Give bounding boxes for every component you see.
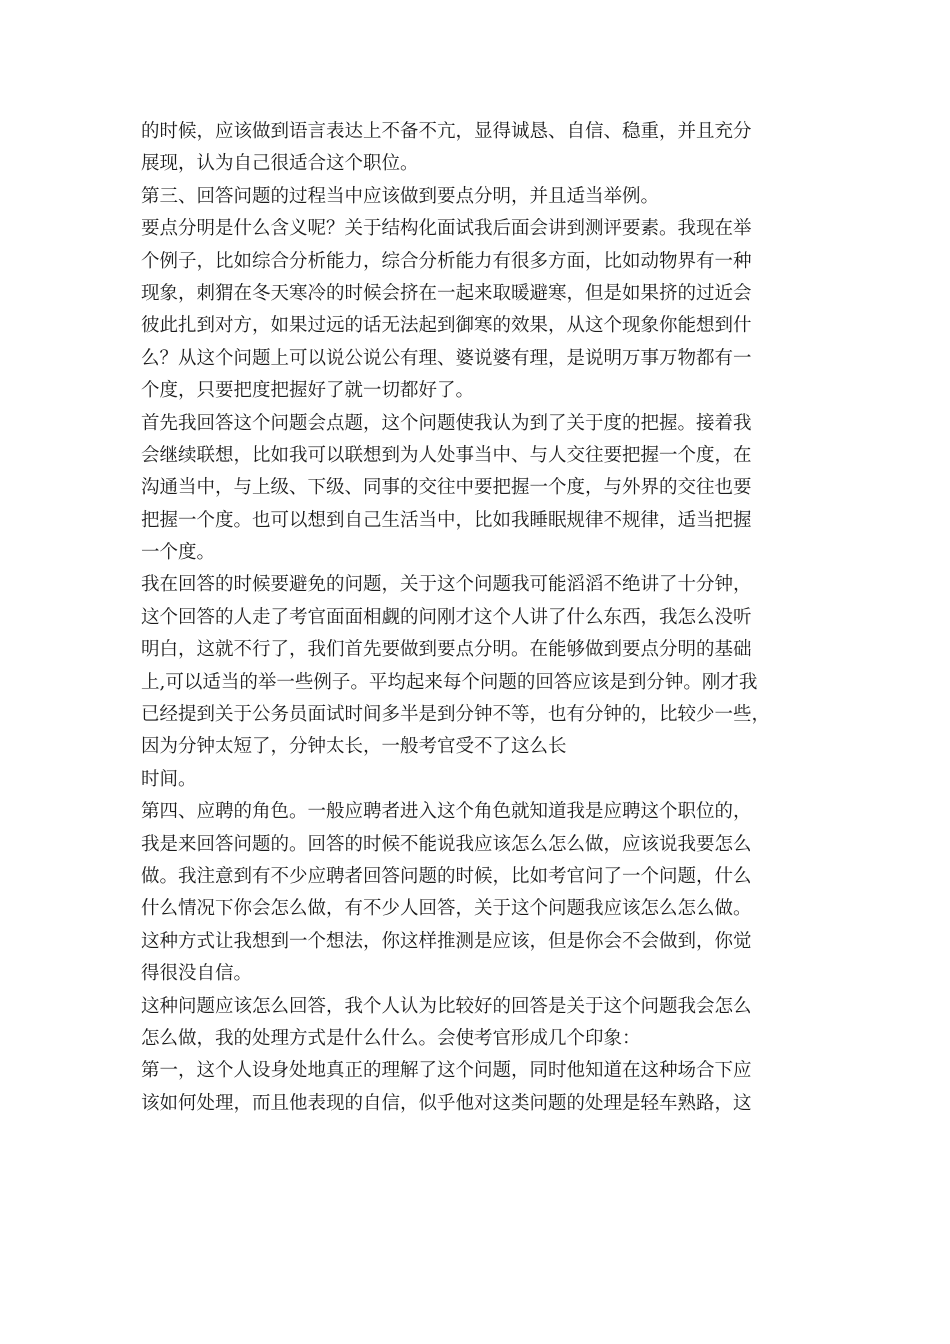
- text-line: 彼此扎到对方，如果过远的话无法起到御寒的效果，从这个现象你能想到什: [141, 315, 752, 337]
- text-line: 做。我注意到有不少应聘者回答问题的时候，比如考官问了一个问题，什么: [141, 865, 752, 887]
- text-line: 我在回答的时候要避免的问题，关于这个问题我可能滔滔不绝讲了十分钟，: [141, 574, 752, 596]
- text-line: 第一，这个人设身处地真正的理解了这个问题，同时他知道在这种场合下应: [141, 1060, 752, 1082]
- text-line: 展现，认为自己很适合这个职位。: [141, 153, 419, 175]
- text-line: 什么情况下你会怎么做，有不少人回答，关于这个问题我应该怎么怎么做。: [141, 898, 752, 920]
- text-line: 怎么做，我的处理方式是什么什么。会使考官形成几个印象：: [141, 1027, 641, 1049]
- text-line: 沟通当中，与上级、下级、同事的交往中要把握一个度，与外界的交往也要: [141, 477, 752, 499]
- text-line: 这种问题应该怎么回答，我个人认为比较好的回答是关于这个问题我会怎么: [141, 995, 752, 1017]
- text-line: 一个度。: [141, 542, 216, 564]
- text-line: 这种方式让我想到一个想法，你这样推测是应该，但是你会不会做到，你觉: [141, 930, 752, 952]
- text-line: 么？从这个问题上可以说公说公有理、婆说婆有理，是说明万事万物都有一: [141, 347, 752, 369]
- text-line: 个度，只要把度把握好了就一切都好了。: [141, 380, 475, 402]
- text-line: 我是来回答问题的。回答的时候不能说我应该怎么怎么做，应该说我要怎么: [141, 833, 752, 855]
- text-line: 得很没自信。: [141, 963, 253, 985]
- text-line: 明白，这就不行了，我们首先要做到要点分明。在能够做到要点分明的基础: [141, 639, 752, 661]
- text-line: 的时候，应该做到语言表达上不备不亢，显得诚恳、自信、稳重，并且充分: [141, 121, 752, 142]
- text-line: 该如何处理，而且他表现的自信，似乎他对这类问题的处理是轻车熟路，这: [141, 1092, 752, 1114]
- text-line: 第四、应聘的角色。一般应聘者进入这个角色就知道我是应聘这个职位的，: [141, 801, 752, 823]
- text-line: 时间。: [141, 768, 197, 790]
- text-line: 要点分明是什么含义呢？关于结构化面试我后面会讲到测评要素。我现在举: [141, 218, 752, 240]
- text-line: 现象，刺猬在冬天寒冷的时候会挤在一起来取暖避寒，但是如果挤的过近会: [141, 282, 752, 304]
- text-line: 会继续联想，比如我可以联想到为人处事当中、与人交往要把握一个度，在: [141, 444, 752, 466]
- text-line: 把握一个度。也可以想到自己生活当中，比如我睡眠规律不规律，适当把握: [141, 509, 752, 531]
- text-line: 已经提到关于公务员面试时间多半是到分钟不等，也有分钟的，比较少一些，: [141, 704, 771, 726]
- text-line: 第三、回答问题的过程当中应该做到要点分明，并且适当举例。: [141, 185, 660, 207]
- text-line: 因为分钟太短了，分钟太长，一般考官受不了这么长: [141, 736, 567, 758]
- text-line: 上,可以适当的举一些例子。平均起来每个问题的回答应该是到分钟。刚才我: [141, 671, 758, 693]
- text-line: 首先我回答这个问题会点题，这个问题使我认为到了关于度的把握。接着我: [141, 412, 752, 434]
- text-line: 个例子，比如综合分析能力，综合分析能力有很多方面，比如动物界有一种: [141, 250, 752, 272]
- text-line: 这个回答的人走了考官面面相觑的问刚才这个人讲了什么东西，我怎么没听: [141, 606, 752, 628]
- document-body: [141, 116, 821, 1120]
